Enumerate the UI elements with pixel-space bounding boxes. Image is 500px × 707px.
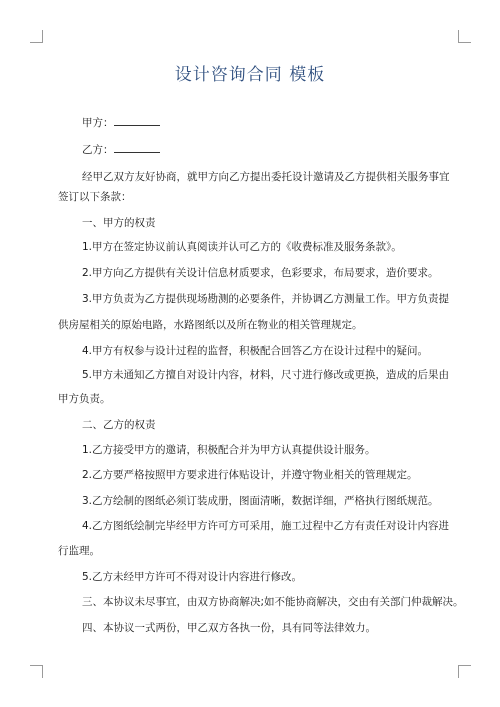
corner-mark-bottom-left	[30, 665, 43, 678]
party-a-line	[82, 115, 160, 130]
corner-mark-top-left	[30, 30, 43, 43]
party-a-label: 甲方：	[82, 117, 114, 129]
section-heading-party-b: 二、乙方的权责	[82, 419, 156, 431]
party-b-clause-5: 5.乙方未经甲方许可不得对设计内容进行修改。	[82, 571, 303, 583]
party-a-blank[interactable]	[114, 115, 160, 126]
corner-mark-top-right	[458, 30, 471, 43]
party-a-clause-1: 1.甲方在签定协议前认真阅读并认可乙方的《收费标准及服务条款》。	[82, 241, 402, 253]
party-b-clause-1: 1.乙方接受甲方的邀请，积极配合并为甲方认真提供设计服务。	[82, 444, 376, 456]
party-b-line	[82, 142, 160, 157]
party-a-clause-5-line-1: 5.甲方未通知乙方擅自对设计内容，材料，尺寸进行修改或更换，造成的后果由	[82, 369, 450, 381]
intro-line-1: 经甲乙双方友好协商，就甲方向乙方提出委托设计邀请及乙方提供相关服务事宜	[82, 171, 450, 183]
party-b-clause-4-line-2: 行监理。	[58, 545, 100, 557]
document-title: 设计咨询合同 模板	[174, 65, 326, 85]
corner-mark-bottom-right	[458, 665, 471, 678]
party-a-clause-3-line-1: 3.甲方负责为乙方提供现场勘测的必要条件，并协调乙方测量工作。甲方负责提	[82, 293, 450, 305]
party-b-clause-4-line-1: 4.乙方图纸绘制完毕经甲方许可方可采用，施工过程中乙方有责任对设计内容进	[82, 520, 450, 532]
clause-four: 四、本协议一式两份，甲乙双方各执一份，具有同等法律效力。	[82, 622, 376, 634]
party-b-label: 乙方：	[82, 144, 114, 156]
section-heading-party-a: 一、甲方的权责	[82, 217, 156, 229]
party-a-clause-3-line-2: 供房屋相关的原始电路，水路图纸以及所在物业的相关管理规定。	[58, 319, 363, 331]
party-b-blank[interactable]	[114, 142, 160, 153]
party-a-clause-5-line-2: 甲方负责。	[58, 393, 111, 405]
party-b-clause-3: 3.乙方绘制的图纸必须订装成册，图面清晰，数据详细，严格执行图纸规范。	[82, 495, 439, 507]
party-b-clause-2: 2.乙方要严格按照甲方要求进行体贴设计，并遵守物业相关的管理规定。	[82, 469, 418, 481]
clause-three: 三、本协议未尽事宜，由双方协商解决;如不能协商解决，交由有关部门仲裁解决。	[82, 596, 464, 608]
intro-line-2: 签订以下条款：	[58, 191, 132, 203]
party-a-clause-2: 2.甲方向乙方提供有关设计信息材质要求，色彩要求，布局要求，造价要求。	[82, 267, 439, 279]
party-a-clause-4: 4.甲方有权参与设计过程的监督，积极配合回答乙方在设计过程中的疑问。	[82, 345, 429, 357]
